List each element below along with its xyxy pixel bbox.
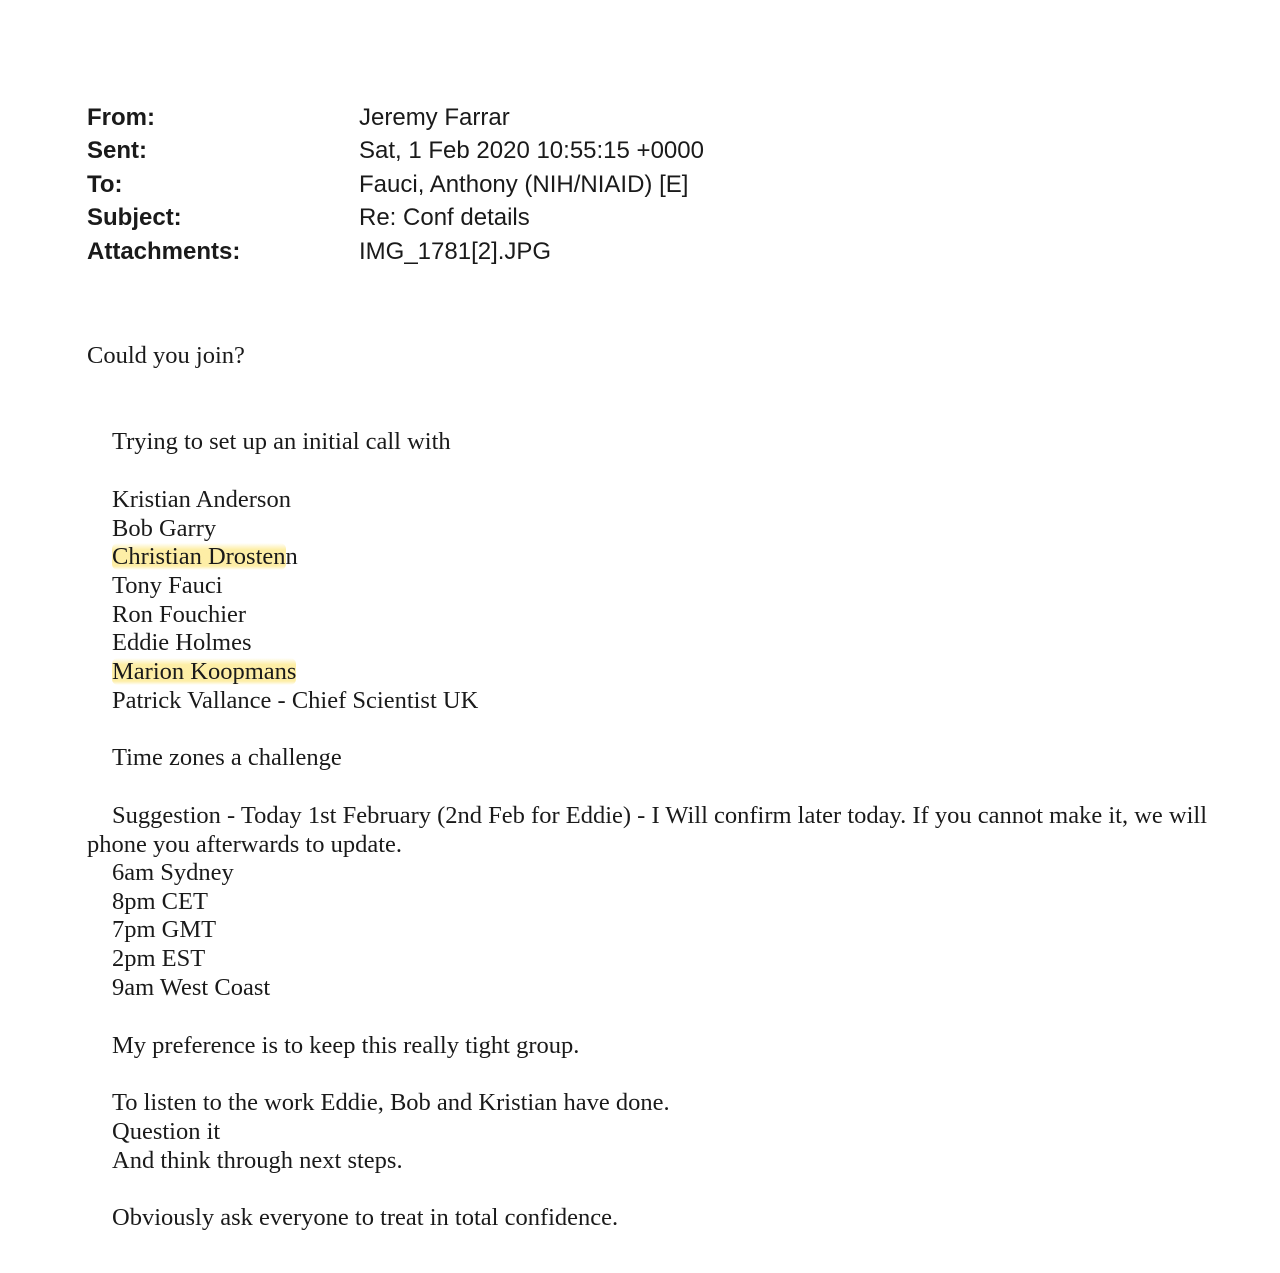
suggestion-line-2: phone you afterwards to update. (87, 831, 402, 858)
attachments-value: IMG_1781[2].JPG (359, 238, 552, 265)
participant-name: Bob Garry (112, 515, 217, 542)
participant-item (112, 628, 252, 657)
timezones-note: Time zones a challenge (112, 744, 342, 771)
participant-name: Ron Fouchier (112, 601, 247, 628)
sent-value: Sat, 1 Feb 2020 10:55:15 +0000 (359, 137, 704, 164)
confidence-line: Obviously ask everyone to treat in total confidence. (112, 1204, 619, 1231)
to-value: Fauci, Anthony (NIH/NIAID) [E] (359, 171, 689, 198)
participant-item (112, 542, 298, 571)
participant-item (112, 485, 291, 514)
participant-item (112, 571, 223, 600)
participant-item (112, 686, 478, 715)
time-item: 7pm GMT (112, 916, 217, 943)
participant-item (112, 657, 296, 686)
participant-item (112, 514, 216, 543)
highlighted-name: Marion Koopmans (112, 658, 297, 685)
participant-name: Kristian Anderson (112, 486, 291, 513)
time-item: 9am West Coast (112, 974, 271, 1001)
listen-line: To listen to the work Eddie, Bob and Kristian have done. (112, 1089, 670, 1116)
intro-line: Trying to set up an initial call with (112, 428, 451, 455)
highlighted-name: Christian Drosten (112, 543, 286, 570)
participant-name: Eddie Holmes (112, 629, 252, 656)
participant-item (112, 600, 246, 629)
subject-value: Re: Conf details (359, 204, 530, 231)
subject-label: Subject: (87, 204, 182, 231)
preference-line: My preference is to keep this really tight group. (112, 1032, 580, 1059)
time-item: 8pm CET (112, 888, 208, 915)
sent-label: Sent: (87, 137, 147, 164)
participant-name: Patrick Vallance - Chief Scientist UK (112, 687, 479, 714)
reply-line: Could you join? (87, 342, 245, 369)
to-label: To: (87, 171, 123, 198)
participant-name-rest: n (285, 543, 298, 570)
question-line: Question it (112, 1118, 221, 1145)
next-steps-line: And think through next steps. (112, 1147, 403, 1174)
time-item: 6am Sydney (112, 859, 234, 886)
from-label: From: (87, 104, 155, 131)
attachments-label: Attachments: (87, 238, 241, 265)
from-value: Jeremy Farrar (359, 104, 510, 131)
suggestion-line-1: Suggestion - Today 1st February (2nd Feb for Eddie) - I Will confirm later today. If you cannot make it, we will (112, 802, 1208, 829)
participant-name: Tony Fauci (112, 572, 223, 599)
time-item: 2pm EST (112, 945, 206, 972)
